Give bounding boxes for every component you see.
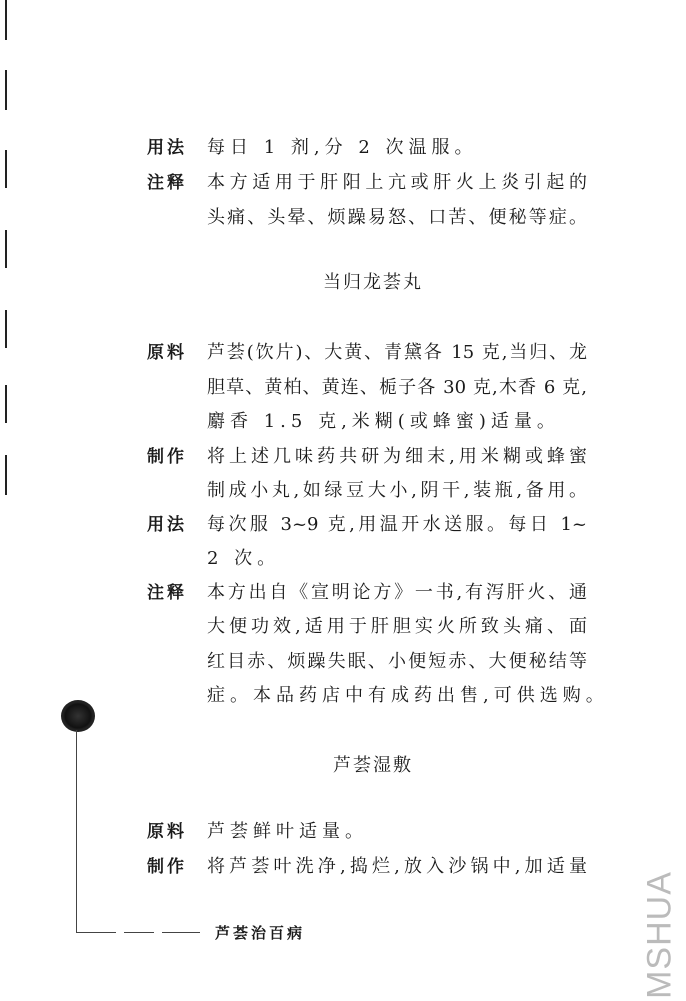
entry-text: 2 次。 bbox=[207, 548, 281, 569]
section-title: 芦荟湿敷 bbox=[333, 755, 413, 776]
margin-scan-mark bbox=[5, 70, 7, 110]
entry-text: 制成小丸,如绿豆大小,阴干,装瓶,备用。 bbox=[207, 480, 587, 501]
entry-text: 芦荟鲜叶适量。 bbox=[207, 821, 368, 842]
running-footer-title: 芦荟治百病 bbox=[215, 924, 306, 942]
entry-text: 胆草、黄柏、黄连、栀子各 30 克,木香 6 克, bbox=[207, 377, 587, 398]
margin-scan-mark bbox=[5, 310, 7, 348]
entry-label: 原料 bbox=[147, 343, 187, 363]
entry-label: 制作 bbox=[147, 447, 187, 467]
margin-scan-mark bbox=[5, 0, 7, 40]
footer-rule bbox=[162, 932, 200, 933]
entry-label: 原料 bbox=[147, 822, 187, 842]
margin-scan-mark bbox=[5, 385, 7, 423]
entry-text: 麝香 1.5 克,米糊(或蜂蜜)适量。 bbox=[207, 411, 560, 432]
entry-label: 用法 bbox=[147, 138, 187, 158]
entry-label: 注释 bbox=[147, 583, 187, 603]
watermark bbox=[640, 871, 680, 999]
entry-label: 用法 bbox=[147, 515, 187, 535]
entry-text: 红目赤、烦躁失眠、小便短赤、大便秘结等 bbox=[207, 651, 587, 672]
margin-scan-mark bbox=[5, 455, 7, 495]
margin-scan-mark bbox=[5, 230, 7, 268]
entry-text: 症。本品药店中有成药出售,可供选购。 bbox=[207, 685, 609, 706]
margin-scan-mark bbox=[5, 150, 7, 188]
section-title: 当归龙荟丸 bbox=[323, 272, 423, 293]
footer-rule bbox=[124, 932, 154, 933]
entry-text: 将芦荟叶洗净,捣烂,放入沙锅中,加适量 bbox=[207, 856, 587, 877]
entry-text: 头痛、头晕、烦躁易怒、口苦、便秘等症。 bbox=[207, 207, 587, 228]
footer-rule bbox=[76, 932, 116, 933]
entry-text: 本方适用于肝阳上亢或肝火上炎引起的 bbox=[207, 172, 587, 193]
entry-label: 制作 bbox=[147, 857, 187, 877]
entry-text: 本方出自《宣明论方》一书,有泻肝火、通 bbox=[207, 582, 587, 603]
page-number-badge bbox=[61, 700, 95, 732]
watermark-text: MSHUA bbox=[640, 871, 679, 999]
entry-text: 每次服 3~9 克,用温开水送服。每日 1~ bbox=[207, 514, 587, 535]
entry-text: 每日 1 剂,分 2 次温服。 bbox=[207, 137, 478, 158]
entry-text: 大便功效,适用于肝胆实火所致头痛、面 bbox=[207, 616, 587, 637]
entry-text: 将上述几味药共研为细末,用米糊或蜂蜜 bbox=[207, 446, 587, 467]
entry-label: 注释 bbox=[147, 173, 187, 193]
entry-text: 芦荟(饮片)、大黄、青黛各 15 克,当归、龙 bbox=[207, 342, 587, 363]
